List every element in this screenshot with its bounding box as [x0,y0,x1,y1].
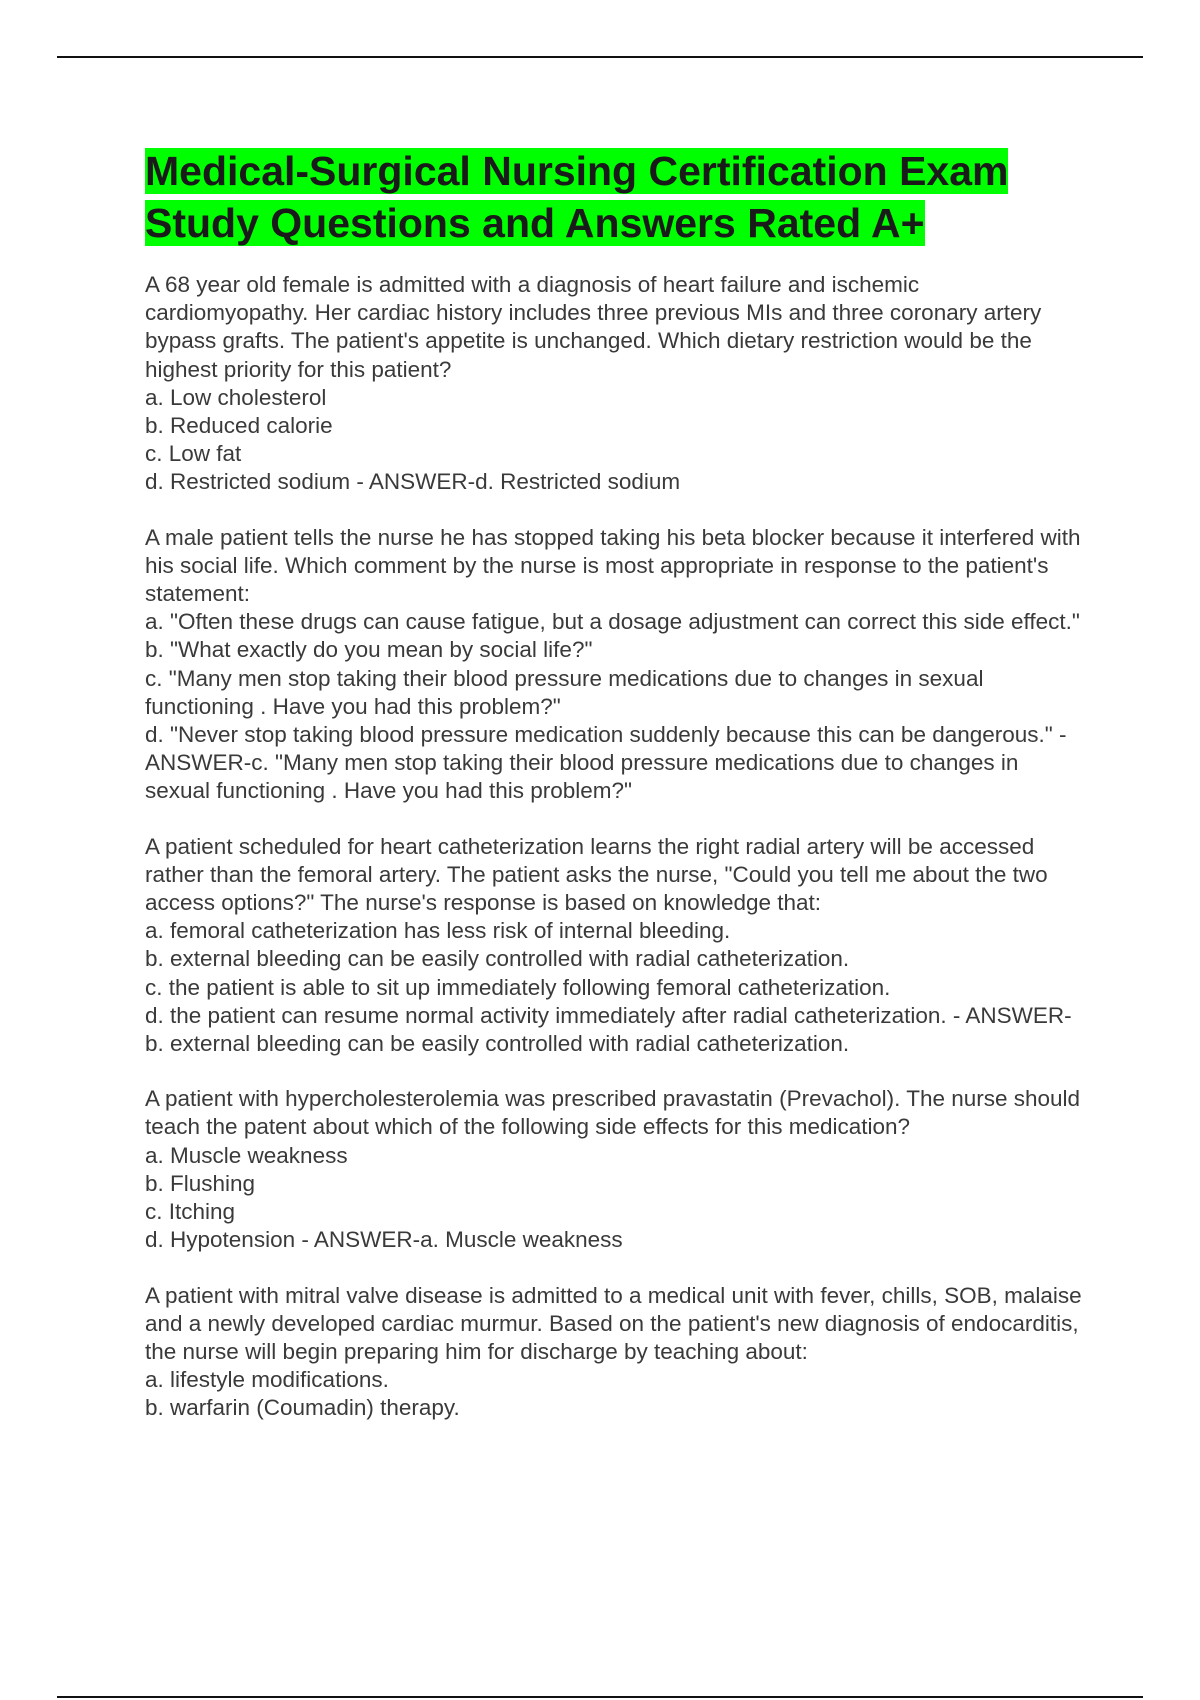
answer-option: c. the patient is able to sit up immediately following femoral catheterization. [145,974,891,1000]
answer-option: b. Flushing [145,1170,256,1196]
question-block [145,271,1085,497]
answer-option: c. Itching [145,1199,236,1225]
answer-option: a. Low cholesterol [145,384,327,410]
question-stem: A 68 year old female is admitted with a diagnosis of heart failure and ischemic cardiomyopathy. Her cardiac history includes three previous MIs and three coronary artery bypass grafts. The patient's appetite is unchanged. Which dietary restriction would be the highest priority for this patient? [145,272,1042,382]
question-stem: A male patient tells the nurse he has stopped taking his beta blocker because it interfered with his social life. Which comment by the nurse is most appropriate in response to the patient's statement: [145,524,1081,607]
question-block [145,1282,1085,1423]
answer-option: a. femoral catheterization has less risk of internal bleeding. [145,918,731,944]
answer-option: c. "Many men stop taking their blood pressure medications due to changes in sexual functioning . Have you had this problem?" [145,665,984,719]
document-body [145,145,1085,1450]
answer-option-with-answer: d. "Never stop taking blood pressure medication suddenly because this can be dangerous." - ANSWER-c. "Many men stop taking their blood pressure medications due to changes in sexual functioning . Have you had this problem?" [145,722,1067,804]
answer-option: c. Low fat [145,441,242,467]
answer-option: b. Reduced calorie [145,413,333,439]
answer-option: b. external bleeding can be easily controlled with radial catheterization. [145,946,850,972]
answer-option-with-answer: d. Hypotension - ANSWER-a. Muscle weakness [145,1227,623,1253]
question-block [145,524,1085,806]
answer-option: a. "Often these drugs can cause fatigue, but a dosage adjustment can correct this side effect." [145,609,1080,635]
question-block [145,833,1085,1059]
answer-option: b. warfarin (Coumadin) therapy. [145,1395,460,1421]
question-stem: A patient scheduled for heart catheterization learns the right radial artery will be accessed rather than the femoral artery. The patient asks the nurse, "Could you tell me about the two access options?" The nurse's response is based on knowledge that: [145,833,1048,916]
question-stem: A patient with hypercholesterolemia was prescribed pravastatin (Prevachol). The nurse should teach the patent about which of the following side effects for this medication? [145,1086,1081,1140]
top-divider [57,56,1143,58]
page-title-text: Medical-Surgical Nursing Certification Exam Study Questions and Answers Rated A+ [145,148,1009,246]
answer-option: a. Muscle weakness [145,1142,348,1168]
question-stem: A patient with mitral valve disease is admitted to a medical unit with fever, chills, SOB, malaise and a newly developed cardiac murmur. Based on the patient's new diagnosis of endocarditis, the nurse will begin preparing him for discharge by teaching about: [145,1282,1082,1364]
page-title [145,145,1085,249]
question-block [145,1085,1085,1254]
bottom-divider [57,1696,1143,1698]
answer-option: b. "What exactly do you mean by social life?" [145,637,593,663]
answer-option-with-answer: d. the patient can resume normal activity immediately after radial catheterization. - ANSWER-b. external bleeding can be easily controlled with radial catheterization. [145,1002,1072,1057]
answer-option: a. lifestyle modifications. [145,1367,389,1393]
answer-option-with-answer: d. Restricted sodium - ANSWER-d. Restricted sodium [145,469,681,495]
